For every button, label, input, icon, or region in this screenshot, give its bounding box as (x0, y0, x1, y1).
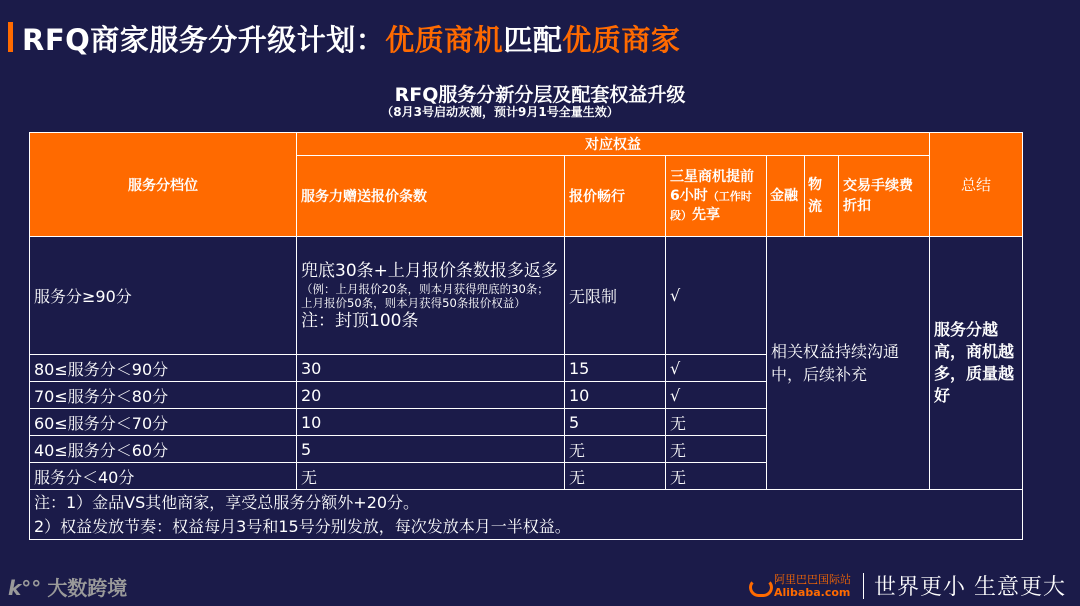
alibaba-logo-cn: 阿里巴巴国际站 (774, 572, 851, 586)
row-quota: 30 (297, 355, 565, 382)
dashu-logo (8, 572, 127, 601)
service-tier-table (29, 132, 1023, 540)
header-rights: 对应权益 (297, 133, 930, 156)
summary-cell: 服务分越高，商机越多，质量越好 (930, 237, 1023, 490)
alibaba-smile-icon (748, 576, 770, 596)
header-finance: 金融 (767, 156, 805, 237)
row1-quota-main: 兜底30条+上月报价条数报多返多 (301, 260, 558, 281)
row1-smooth: 无限制 (565, 237, 666, 355)
dashu-logo-text: 大数跨境 (47, 576, 128, 600)
row-quota: 5 (297, 436, 565, 463)
title-prefix: RFQ商家服务分升级计划： (22, 23, 386, 57)
note-2: 2）权益发放节奏：权益每月3号和15号分别发放，每次发放本月一半权益。 (34, 516, 571, 536)
row-star: 无 (666, 463, 767, 490)
header-quota: 服务力赠送报价条数 (297, 156, 565, 237)
row-smooth: 5 (565, 409, 666, 436)
footer-divider (863, 573, 864, 599)
header-smooth: 报价畅行 (565, 156, 666, 237)
table-subnote: （8月3号启动灰测，预计9月1号全量生效） (381, 105, 619, 119)
page-title (22, 18, 680, 59)
row-tier: 服务分＜40分 (30, 463, 297, 490)
row-tier: 60≤服务分＜70分 (30, 409, 297, 436)
header-star-small: （工作时段） (670, 189, 752, 222)
alibaba-logo (774, 573, 851, 599)
table-title: RFQ服务分新分层及配套权益升级 (394, 84, 686, 106)
header-fee-discount: 交易手续费折扣 (839, 156, 930, 237)
row-quota: 10 (297, 409, 565, 436)
row-star: 无 (666, 436, 767, 463)
notes-cell (30, 490, 1023, 540)
row-tier: 40≤服务分＜60分 (30, 436, 297, 463)
row-star: 无 (666, 409, 767, 436)
other-rights-cell: 相关权益持续沟通中，后续补充 (767, 237, 930, 490)
header-summary: 总结 (930, 133, 1023, 237)
row-star: √ (666, 355, 767, 382)
footer-slogan: 世界更小 生意更大 (874, 575, 1066, 600)
row-quota: 20 (297, 382, 565, 409)
row1-quota-note: 注：封顶100条 (301, 310, 419, 331)
row-tier: 80≤服务分＜90分 (30, 355, 297, 382)
header-star-main: 三星商机提前6小时 (670, 168, 754, 204)
header-tier: 服务分档位 (30, 133, 297, 237)
row-smooth: 无 (565, 436, 666, 463)
title-accent-bar (8, 22, 13, 52)
row-quota: 无 (297, 463, 565, 490)
title-highlight-1: 优质商机 (385, 23, 504, 57)
note-1: 注：1）金品VS其他商家，享受总服务分额外+20分。 (34, 492, 420, 512)
row1-star: √ (666, 237, 767, 355)
dashu-logo-icon: k°° (8, 576, 42, 600)
footer-brand (748, 570, 1066, 601)
title-highlight-2: 优质商家 (562, 23, 681, 57)
row-smooth: 10 (565, 382, 666, 409)
row1-tier: 服务分≥90分 (30, 237, 297, 355)
row1-quota (297, 237, 565, 355)
header-star-opportunity (666, 156, 767, 237)
row-tier: 70≤服务分＜80分 (30, 382, 297, 409)
row1-quota-example: （例：上月报价20条，则本月获得兜底的30条；上月报价50条，则本月获得50条报价权益） (301, 281, 549, 310)
alibaba-logo-en: Alibaba.com (774, 585, 851, 599)
row-smooth: 无 (565, 463, 666, 490)
header-star-tail: 先享 (692, 206, 720, 223)
header-logistics: 物流 (805, 156, 839, 237)
title-mid: 匹配 (503, 23, 563, 57)
row-smooth: 15 (565, 355, 666, 382)
row-star: √ (666, 382, 767, 409)
